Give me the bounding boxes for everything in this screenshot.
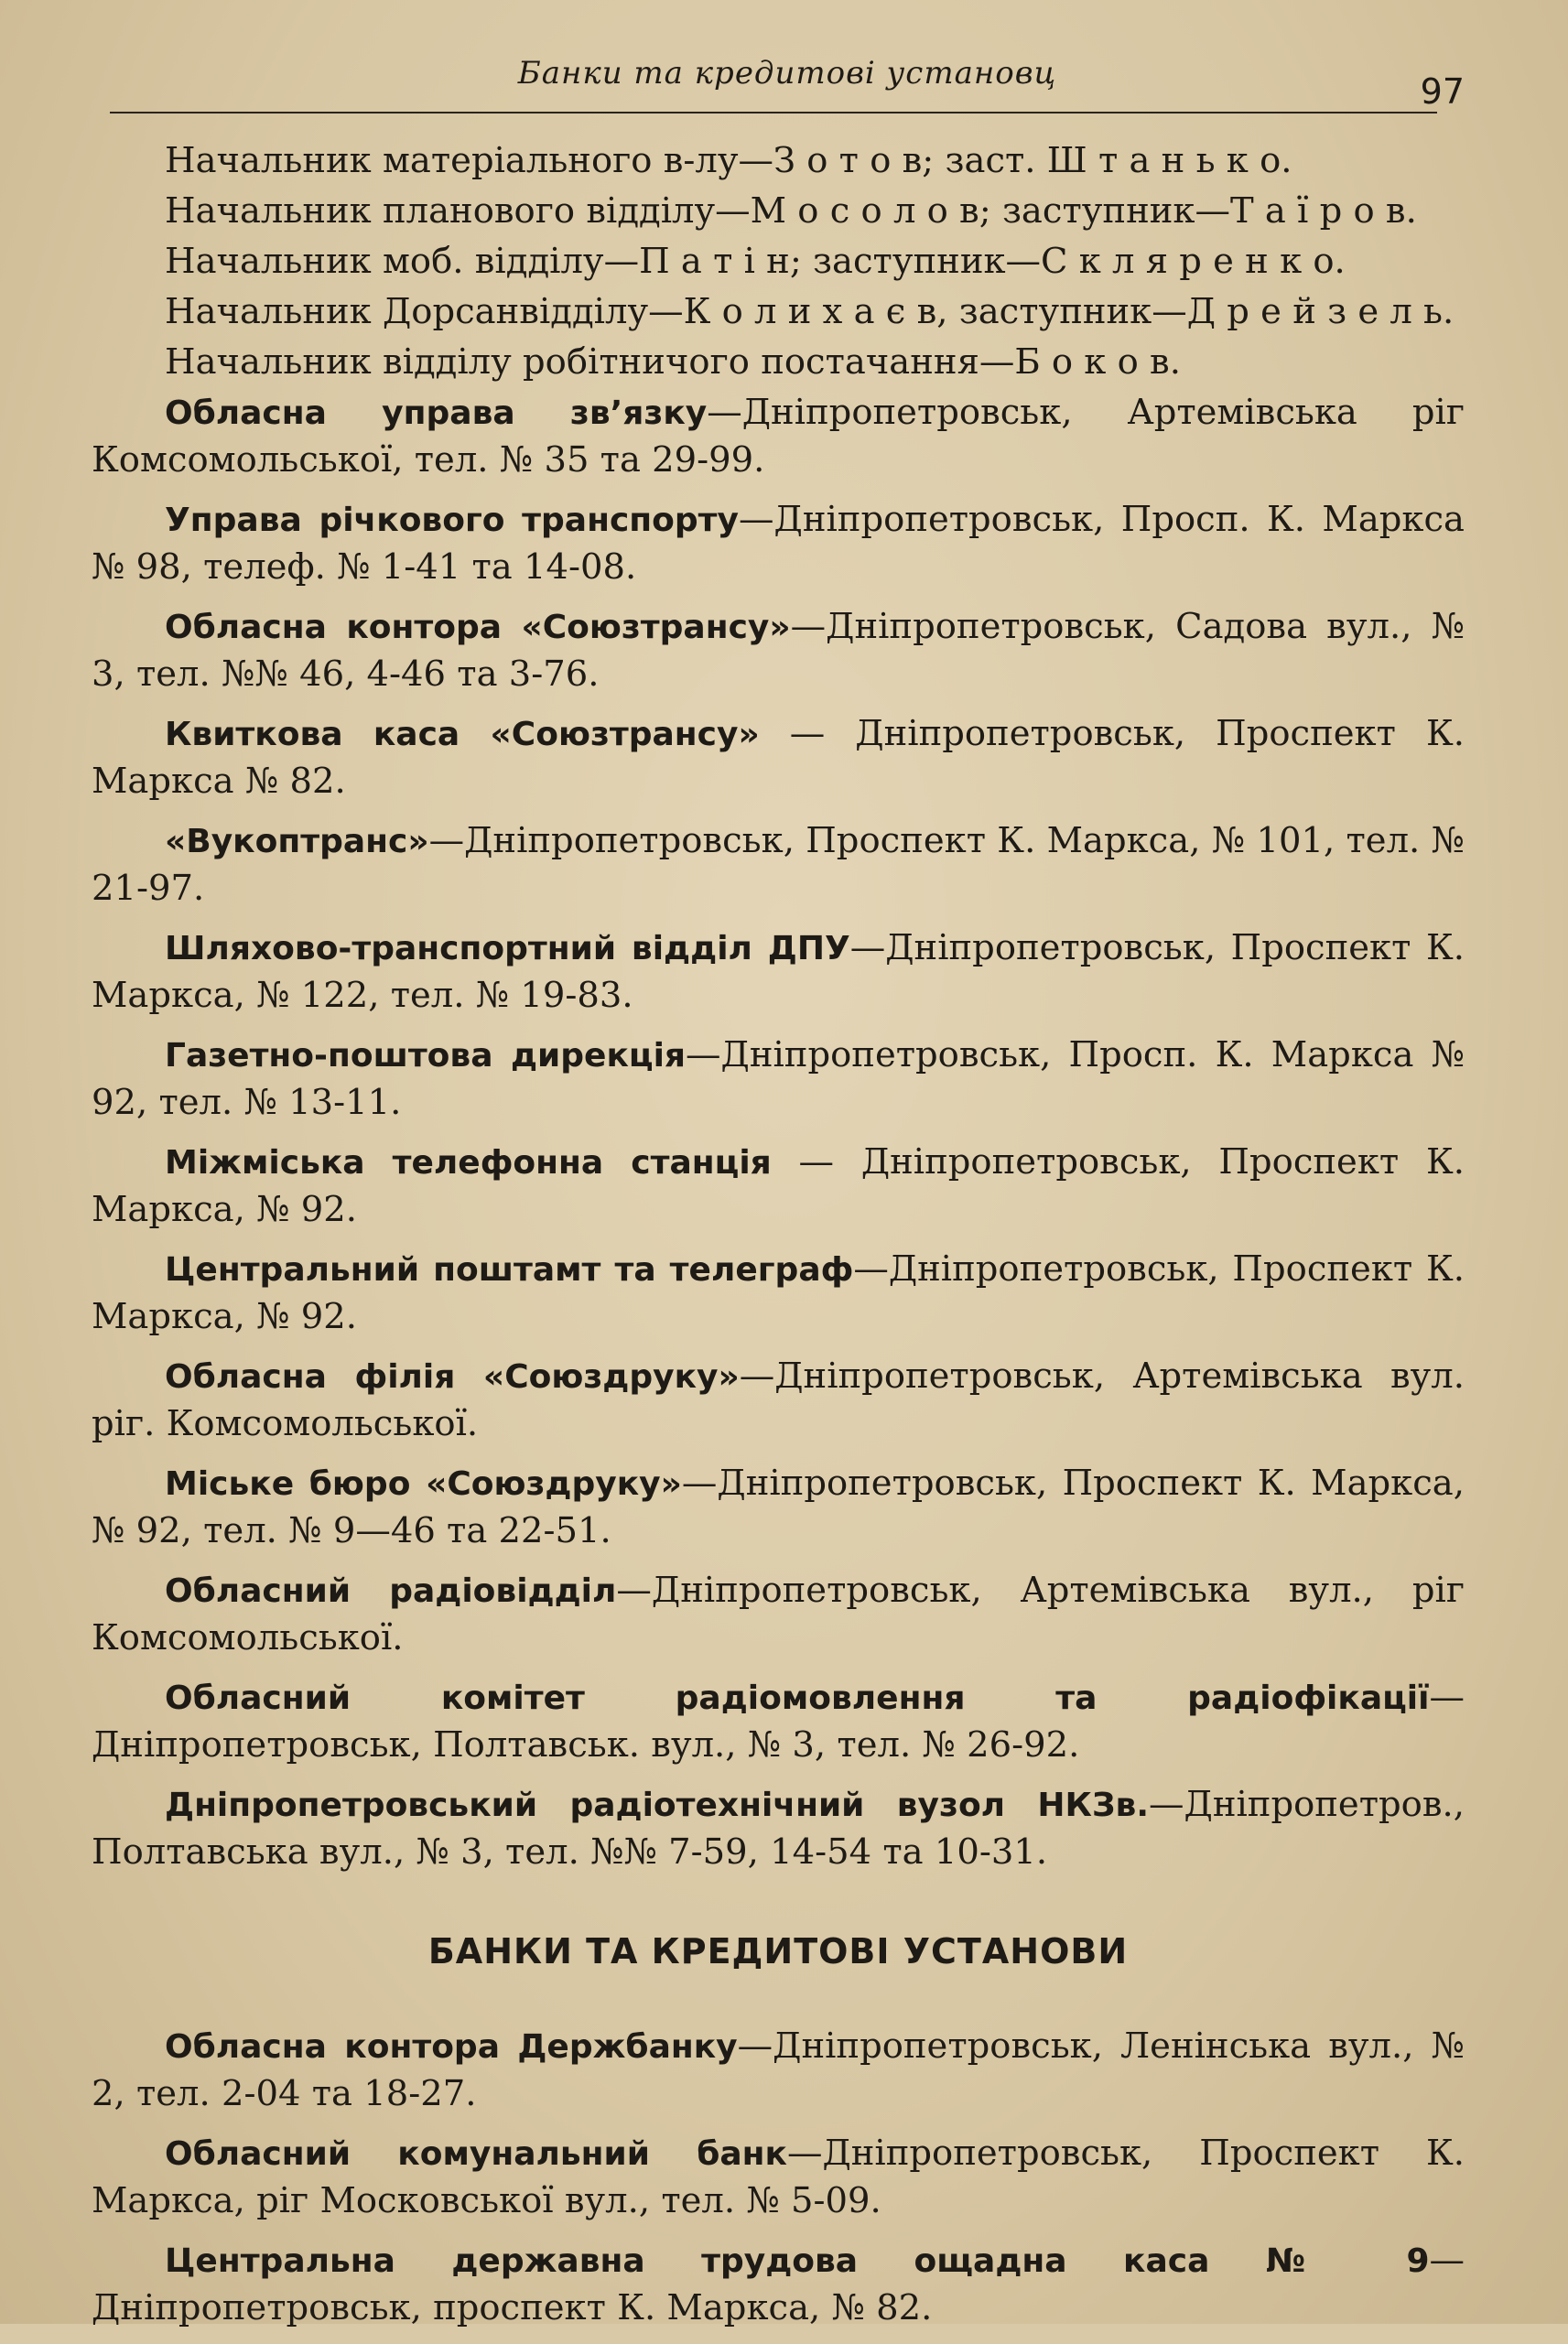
institution-details: —Дніпропетровськ, Артемівська ріг Комсомольської, тел. № 35 та 29-99. (92, 392, 1465, 481)
institution-entry (92, 603, 1465, 697)
staff-entry (92, 339, 1465, 385)
page-header (110, 55, 1465, 128)
institution-name: Обласна контора «Союзтрансу» (165, 609, 791, 646)
institution-name: Шляхово-транспортний відділ ДПУ (165, 930, 850, 967)
institution-name: Центральний поштамт та телеграф (165, 1251, 854, 1289)
institution-name: Міське бюро «Союздруку» (165, 1465, 682, 1503)
section-title: БАНКИ ТА КРЕДИТОВІ УСТАНОВИ (427, 1931, 1129, 1971)
institution-details: —Дніпропетровськ, Просп. К. Маркса № 92, тел. № 13-11. (92, 1034, 1465, 1123)
institution-entry (92, 1781, 1465, 1875)
institution-entry (92, 1246, 1465, 1340)
institution-entry (92, 1674, 1465, 1768)
staff-entry (92, 137, 1465, 184)
page-number: 97 (1420, 71, 1465, 112)
institution-details: —Дніпропетровськ, Проспект К. Маркса, № 92. (92, 1248, 1465, 1337)
institution-entry (92, 1567, 1465, 1661)
institution-details: —Дніпропетров., Полтавська вул., № 3, тел. №№ 7-59, 14-54 та 10-31. (92, 1784, 1465, 1873)
institution-name: Обласний радіовідділ (165, 1572, 617, 1610)
staff-entry-text: Начальник Дорсанвідділу—К о л и х а є в, заступник—Д р е й з е л ь. (165, 291, 1454, 332)
institution-name: Дніпропетровський радіотехнічний вузол НКЗв. (165, 1787, 1150, 1824)
institution-name: «Вукоптранс» (165, 823, 429, 860)
staff-entry (92, 188, 1465, 234)
staff-entry-text: Начальник матеріального в-лу—З о т о в; заст. Ш т а н ь к о. (165, 140, 1292, 181)
staff-entry (92, 288, 1465, 335)
bank-name: Обласний комунальний банк (165, 2135, 787, 2173)
bank-entry (92, 2237, 1465, 2331)
institution-entry (92, 389, 1465, 483)
institution-details: —Дніпропетровськ, Проспект К. Маркса, № 101, тел. № 21-97. (92, 820, 1465, 909)
institution-details: — Дніпропетровськ, Проспект К. Маркса, № 92. (92, 1141, 1465, 1230)
institution-name: Міжміська телефонна станція (165, 1144, 772, 1182)
header-rule (110, 112, 1437, 113)
institution-name: Квиткова каса «Союзтрансу» (165, 716, 760, 753)
institution-name: Обласна управа зв’язку (165, 394, 708, 432)
bank-name: Центральна державна трудова ощадна каса № 9 (165, 2242, 1430, 2280)
staff-entry-text: Начальник моб. відділу—П а т і н; заступник—С к л я р е н к о. (165, 241, 1346, 282)
institution-entry (92, 1032, 1465, 1126)
institution-name: Управа річкового транспорту (165, 502, 740, 539)
staff-entry-text: Начальник відділу робітничого постачання—Б о к о в. (165, 341, 1181, 383)
institution-details: —Дніпропетровськ, Проспект К. Маркса, № 122, тел. № 19-83. (92, 927, 1465, 1016)
institution-entry (92, 1139, 1465, 1233)
institution-details: —Дніпропетровськ, Просп. К. Маркса № 98, телеф. № 1-41 та 14-08. (92, 499, 1465, 588)
institution-name: Обласна філія «Союздруку» (165, 1358, 740, 1396)
staff-entry (92, 238, 1465, 285)
bank-entry (92, 2130, 1465, 2224)
institution-entry (92, 496, 1465, 590)
bank-details: —Дніпропетровськ, Ленінська вул., № 2, тел. 2-04 та 18-27. (92, 2025, 1465, 2114)
page-content (92, 137, 1465, 2344)
bank-name: Обласна контора Держбанку (165, 2028, 738, 2066)
institution-details: —Дніпропетровськ, Артемівська вул., ріг Комсомольської. (92, 1570, 1465, 1658)
bank-entry (92, 2023, 1465, 2117)
institution-details: —Дніпропетровськ, Артемівська вул. ріг. Комсомольської. (92, 1356, 1465, 1444)
staff-entry-text: Начальник планового відділу—М о с о л о в; заступник—Т а ї р о в. (165, 190, 1417, 232)
institution-details: —Дніпропетровськ, Полтавськ. вул., № 3, тел. № 26-92. (92, 1677, 1465, 1766)
bank-details: —Дніпропетровськ, проспект К. Маркса, № 82. (92, 2240, 1465, 2328)
running-title: Банки та кредитові установц (517, 55, 1057, 92)
institution-entry (92, 924, 1465, 1019)
institution-entry (92, 817, 1465, 912)
institution-entry (92, 710, 1465, 805)
institution-name: Газетно-поштова дирекція (165, 1037, 687, 1075)
institution-details: —Дніпропетровськ, Садова вул., № 3, тел. №№ 46, 4-46 та 3-76. (92, 606, 1465, 695)
institution-entry (92, 1460, 1465, 1554)
institution-entry (92, 1353, 1465, 1447)
bank-details: —Дніпропетровськ, Проспект К. Маркса, ріг Московської вул., тел. № 5-09. (92, 2133, 1465, 2221)
institution-name: Обласний комітет радіомовлення та радіофікації (165, 1680, 1430, 1717)
institution-details: — Дніпропетровськ, Проспект К. Маркса № 82. (92, 713, 1465, 802)
institution-details: —Дніпропетровськ, Проспект К. Маркса, № 92, тел. № 9—46 та 22-51. (92, 1463, 1465, 1551)
